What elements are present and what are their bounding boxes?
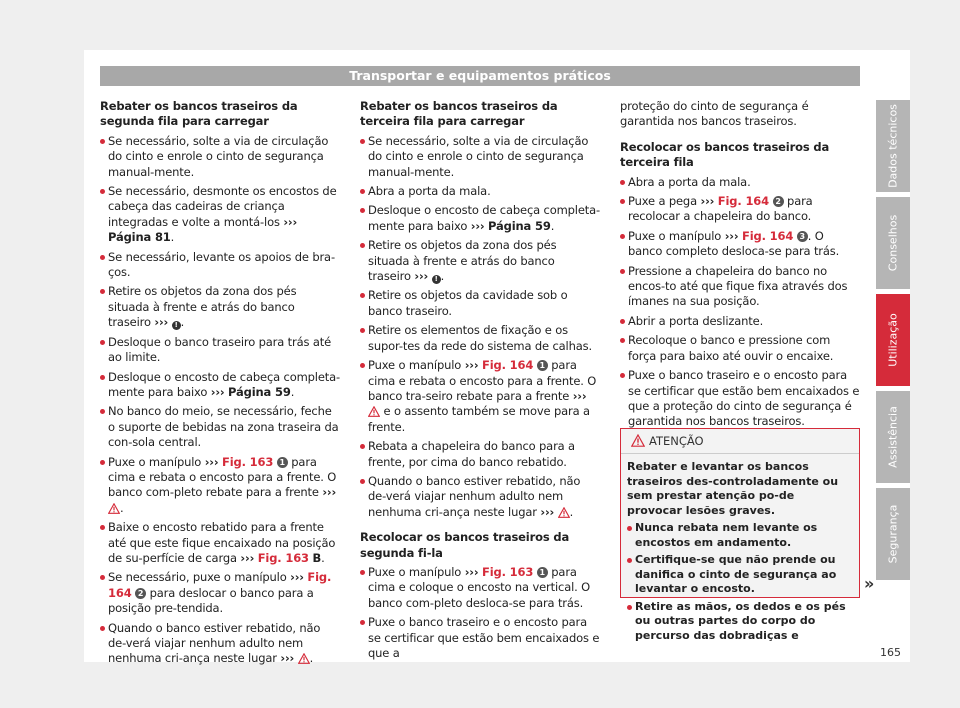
arrow-icon: ›››: [240, 550, 255, 565]
list-item: Retire os objetos da cavidade sob o banco traseiro.: [360, 288, 600, 319]
callout-number: 1: [277, 457, 288, 468]
arrow-icon: ›››: [464, 564, 479, 579]
info-icon: !: [432, 275, 441, 284]
list-item: Retire os objetos da zona dos pés situada à frente e atrás do banco traseiro ››› ! .: [100, 284, 340, 330]
arrow-icon: ›››: [540, 504, 555, 519]
list-item: Puxe o manípulo ››› Fig. 164 1 para cima e rebata o encosto para a frente. O banco tra-seiro rebate para a frente ››› e o assento também se move para a frente.: [360, 358, 600, 435]
list-item: Certifique-se que não prende ou danifica o cinto de segurança ao levantar o encosto.: [627, 553, 851, 597]
list-item: Baixe o encosto rebatido para a frente até que este fique encaixado na posição de su-perfície de carga ››› Fig. 163 B.: [100, 520, 340, 566]
tab-assistencia[interactable]: Assistência: [876, 391, 910, 483]
list-item: No banco do meio, se necessário, feche o suporte de bebidas na zona traseira da con-sola central.: [100, 404, 340, 450]
arrow-icon: ›››: [724, 228, 739, 243]
warning-body: [621, 454, 859, 643]
list-item: Retire as mãos, os dedos e os pés ou outras partes do corpo do percurso das dobradiças e: [627, 600, 851, 644]
arrow-icon: ›››: [280, 651, 295, 666]
arrow-icon: ›››: [464, 358, 479, 373]
arrow-icon: ›››: [154, 315, 169, 330]
list-item: Se necessário, levante os apoios de bra-ços.: [100, 250, 340, 281]
figure-link[interactable]: Fig. 164: [108, 570, 332, 600]
list-item: Abra a porta da mala.: [360, 184, 600, 199]
list-item: Puxe o manípulo ››› Fig. 163 1 para cima e rebata o encosto para a frente. O banco com-pleto rebate para a frente ››› .: [100, 455, 340, 517]
list-item: Retire os objetos da zona dos pés situada à frente e atrás do banco traseiro ››› ! .: [360, 238, 600, 284]
list-item: Puxe o banco traseiro e o encosto para se certificar que estão bem encaixados e que a: [360, 615, 600, 661]
tab-seguranca[interactable]: Segurança: [876, 488, 910, 580]
list-item: Puxe o manípulo ››› Fig. 163 1 para cima e coloque o encosto na vertical. O banco com-pleto desloca-se para trás.: [360, 565, 600, 611]
page-link[interactable]: Página 59: [228, 384, 291, 399]
list-item: Rebata a chapeleira do banco para a frente, por cima do banco rebatido.: [360, 439, 600, 470]
arrow-icon: ›››: [283, 214, 298, 229]
warning-header: [621, 429, 859, 454]
arrow-icon: ›››: [700, 194, 715, 209]
continue-arrow-icon: »: [864, 574, 875, 593]
arrow-icon: ›››: [290, 570, 304, 585]
figure-link[interactable]: Fig. 163: [482, 564, 534, 579]
info-icon: !: [172, 321, 181, 330]
figure-link[interactable]: Fig. 164: [742, 228, 794, 243]
list-item: Se necessário, solte a via de circulação do cinto e enrole o cinto de segurança manual-mente.: [360, 134, 600, 180]
list-item: Puxe o banco traseiro e o encosto para se certificar que estão bem encaixados e que a proteção do cinto de segurança é garantida nos bancos traseiros.: [620, 368, 860, 430]
callout-number: 1: [537, 567, 548, 578]
arrow-icon: ›››: [470, 218, 485, 233]
section-heading: Rebater os bancos traseiros da terceira fila para carregar: [360, 99, 558, 129]
callout-number: 2: [135, 588, 146, 599]
chapter-header: Transportar e equipamentos práticos: [100, 66, 860, 86]
callout-number: 2: [773, 196, 784, 207]
callout-number: 3: [797, 231, 808, 242]
warning-icon: [558, 507, 570, 518]
page-link[interactable]: Página 81: [108, 230, 171, 245]
warning-icon: [631, 434, 645, 447]
arrow-icon: ›››: [414, 269, 429, 284]
list-item: Desloque o banco traseiro para trás até ao limite.: [100, 335, 340, 366]
figure-link[interactable]: Fig. 163: [222, 454, 274, 469]
list-item: Desloque o encosto de cabeça completa-mente para baixo ››› Página 59.: [100, 370, 340, 401]
list-item: Nunca rebata nem levante os encostos em andamento.: [627, 521, 851, 550]
list-item: Quando o banco estiver rebatido, não de-verá viajar nenhum adulto nem nenhuma cri-ança neste lugar ››› .: [100, 621, 340, 667]
section-heading: Recolocar os bancos traseiros da terceira fila: [620, 139, 830, 170]
column-1: [100, 99, 340, 667]
figure-link[interactable]: Fig. 164: [717, 194, 770, 209]
column-3: [620, 99, 860, 430]
list-item: Puxe o manípulo ››› Fig. 164 3 . O banco completo desloca-se para trás.: [620, 229, 860, 260]
page-link[interactable]: Página 59: [488, 218, 551, 233]
list-item: Pressione a chapeleira do banco no encos-to até que fique fixa através dos ímanes na sua posição.: [620, 264, 860, 310]
figure-link[interactable]: Fig. 164: [482, 358, 534, 373]
section-heading: Recolocar os bancos traseiros da segunda fi-la: [360, 530, 570, 560]
tab-conselhos[interactable]: Conselhos: [876, 197, 910, 289]
warning-box: [620, 428, 860, 642]
steps-list: [360, 565, 600, 661]
list-item: Se necessário, puxe o manípulo ››› Fig. 164 2 para deslocar o banco para a posição pre-tendida.: [100, 570, 340, 616]
page-number: 165: [880, 646, 901, 659]
arrow-icon: ›››: [204, 454, 219, 469]
tab-utilizacao[interactable]: Utilização: [876, 294, 910, 386]
list-item: Quando o banco estiver rebatido, não de-verá viajar nenhum adulto nem nenhuma cri-ança neste lugar ››› .: [360, 474, 600, 520]
list-item: Desloque o encosto de cabeça completa-mente para baixo ››› Página 59.: [360, 203, 600, 234]
warning-icon: [368, 406, 380, 417]
steps-list: [100, 134, 340, 667]
warning-title: ATENÇÃO: [649, 434, 704, 448]
list-item: Abra a porta da mala.: [620, 175, 860, 190]
steps-list: [620, 175, 860, 430]
list-item: Abrir a porta deslizante.: [620, 314, 860, 329]
tab-dados-tecnicos[interactable]: Dados técnicos: [876, 100, 910, 192]
arrow-icon: ›››: [572, 388, 587, 403]
list-item: Retire os elementos de fixação e os supor-tes da rede do sistema de calhas.: [360, 323, 600, 354]
steps-list: [360, 134, 600, 520]
column-2: [360, 99, 600, 661]
warning-intro: Rebater e levantar os bancos traseiros des-controladamente ou sem prestar atenção po-de provocar lesões graves.: [627, 460, 839, 517]
list-item: Recoloque o banco e pressione com força para baixo até ouvir o encaixe.: [620, 333, 860, 364]
arrow-icon: ›››: [210, 384, 225, 399]
warning-list: [627, 521, 851, 643]
warning-icon: [298, 653, 310, 664]
arrow-icon: ›››: [322, 485, 337, 500]
list-item: Se necessário, solte a via de circulação do cinto e enrole o cinto de segurança manual-mente.: [100, 134, 340, 180]
continued-text: proteção do cinto de segurança é garantida nos bancos traseiros.: [620, 99, 809, 129]
callout-number: 1: [537, 360, 548, 371]
list-item: Se necessário, desmonte os encostos de cabeça das cadeiras de criança integradas e volte a montá-los ››› Página 81.: [100, 184, 340, 246]
warning-icon: [108, 503, 120, 514]
list-item: Puxe a pega ››› Fig. 164 2 para recolocar a chapeleira do banco.: [620, 194, 860, 225]
section-heading: Rebater os bancos traseiros da segunda fila para carregar: [100, 99, 298, 129]
figure-link[interactable]: Fig. 163: [257, 550, 309, 565]
